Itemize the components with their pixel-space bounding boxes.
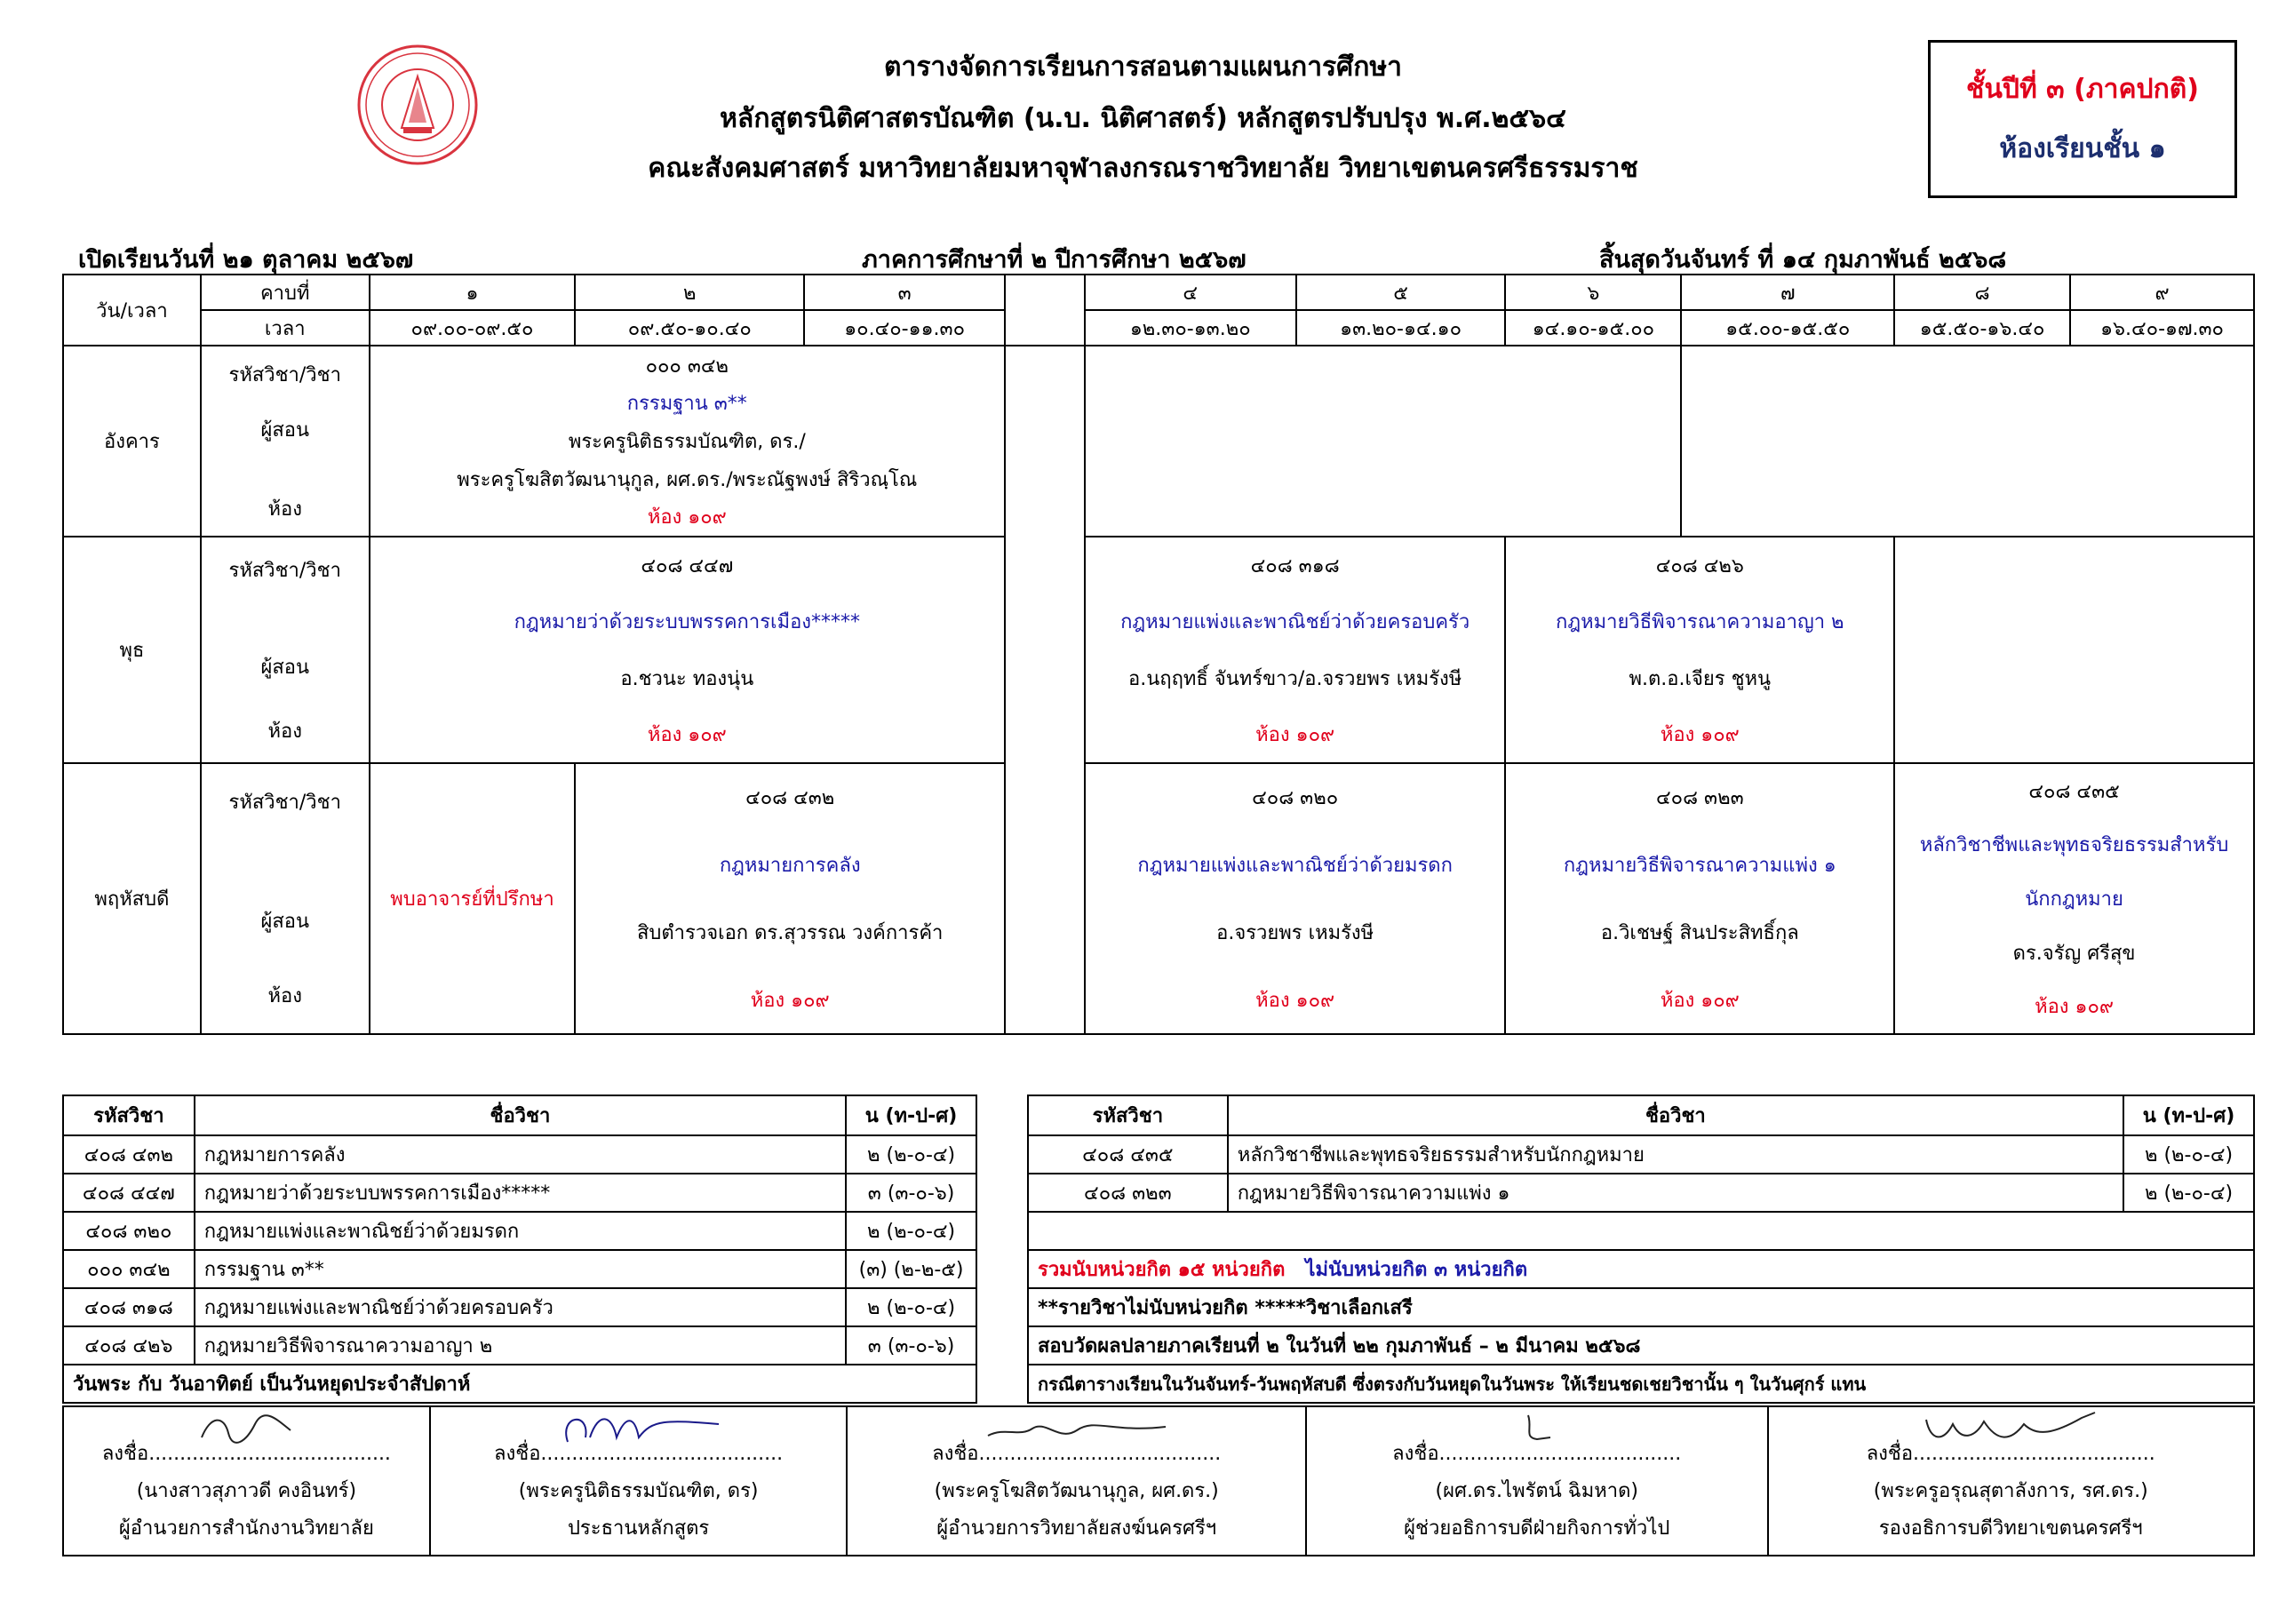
teacher: สิบตำรวจเอก ดร.สุวรรณ วงค์การค้า bbox=[636, 921, 944, 944]
empty-slot bbox=[1085, 346, 1682, 537]
day-tuesday: อังคาร bbox=[63, 346, 201, 537]
signer-position: รองอธิการบดีวิทยาเขตนครศรีฯ bbox=[1878, 1517, 2143, 1540]
course-name: หลักวิชาชีพและพุทธจริยธรรมสำหรับนักกฎหมาย bbox=[1228, 1135, 2123, 1174]
empty-slot bbox=[1681, 346, 2254, 537]
col-code: รหัสวิชา bbox=[63, 1095, 195, 1135]
room: ห้อง ๑๐๙ bbox=[647, 506, 727, 529]
course-code: ๔๐๘ ๔๔๗ bbox=[641, 555, 734, 578]
row-label-room: ห้อง bbox=[267, 985, 302, 1008]
course-code: ๔๐๘ ๔๓๒ bbox=[745, 787, 835, 810]
col-name: ชื่อวิชา bbox=[195, 1095, 846, 1135]
time-3: ๑๐.๔๐-๑๑.๓๐ bbox=[804, 310, 1005, 346]
teacher: อ.นฤฤทธิ์ จันทร์ขาว/อ.จรวยพร เหมรังษี bbox=[1128, 667, 1462, 690]
blank-row bbox=[1028, 1212, 2254, 1250]
period-1: ๑ bbox=[370, 275, 576, 310]
course-title: กฎหมายวิธีพิจารณาความอาญา ๒ bbox=[1556, 611, 1844, 634]
session-thu-2 bbox=[1085, 763, 1506, 1034]
session-thu-4 bbox=[1894, 763, 2254, 1034]
table-row bbox=[1028, 1174, 2254, 1212]
table-row bbox=[1028, 1135, 2254, 1174]
course-title-cont: นักกฎหมาย bbox=[2025, 888, 2123, 911]
period-3: ๓ bbox=[804, 275, 1005, 310]
teacher: พระครูโฆสิตวัฒนานุกูล, ผศ.ดร./พระณัฐพงษ์ สิริวณฺโณ bbox=[457, 468, 918, 491]
period-2: ๒ bbox=[575, 275, 804, 310]
session-thu-1 bbox=[575, 763, 1005, 1034]
empty-slot bbox=[1894, 537, 2254, 763]
time-8: ๑๕.๕๐-๑๖.๔๐ bbox=[1894, 310, 2070, 346]
signer-name: (นางสาวสุภาวดี คงอินทร์) bbox=[136, 1480, 357, 1502]
row-labels-tuesday bbox=[201, 346, 370, 537]
room: ห้อง ๑๐๙ bbox=[1660, 989, 1740, 1012]
classroom-level: ห้องเรียนชั้น ๑ bbox=[1999, 133, 2166, 164]
course-code: ๔๐๘ ๔๒๖ bbox=[63, 1326, 195, 1365]
col-code: รหัสวิชา bbox=[1028, 1095, 1228, 1135]
signer-name: (ผศ.ดร.ไพรัตน์ ฉิมหาด) bbox=[1435, 1480, 1638, 1502]
title-line-3: คณะสังคมศาสตร์ มหาวิทยาลัยมหาจุฬาลงกรณราชวิทยาลัย วิทยาเขตนครศรีธรรมราช bbox=[648, 153, 1638, 184]
course-code: ๔๐๘ ๔๔๗ bbox=[63, 1174, 195, 1212]
period-label: คาบที่ bbox=[201, 275, 370, 310]
col-name: ชื่อวิชา bbox=[1228, 1095, 2123, 1135]
session-thu-3 bbox=[1505, 763, 1894, 1034]
course-code: ๔๐๘ ๓๒๐ bbox=[1252, 787, 1339, 810]
table-row bbox=[63, 1250, 976, 1288]
signature-line: ลงชื่อ....................................... bbox=[494, 1443, 784, 1465]
signature-line: ลงชื่อ....................................... bbox=[932, 1443, 1222, 1465]
signer-position: ประธานหลักสูตร bbox=[567, 1517, 710, 1540]
course-credit: ๓ (๓-๐-๖) bbox=[846, 1174, 976, 1212]
time-7: ๑๕.๐๐-๑๕.๕๐ bbox=[1681, 310, 1894, 346]
period-5: ๕ bbox=[1296, 275, 1506, 310]
time-9: ๑๖.๔๐-๑๗.๓๐ bbox=[2070, 310, 2254, 346]
open-date: เปิดเรียนวันที่ ๒๑ ตุลาคม ๒๕๖๗ bbox=[78, 246, 414, 274]
course-title: กฎหมายว่าด้วยระบบพรรคการเมือง***** bbox=[514, 611, 861, 634]
title-line-2: หลักสูตรนิติศาสตรบัณฑิต (น.บ. นิติศาสตร์) หลักสูตรปรับปรุง พ.ศ.๒๕๖๔ bbox=[720, 103, 1566, 134]
course-code: ๔๐๘ ๓๒๓ bbox=[1656, 787, 1744, 810]
year-level: ชั้นปีที่ ๓ (ภาคปกติ) bbox=[1966, 74, 2199, 105]
row-label-teacher: ผู้สอน bbox=[260, 656, 310, 679]
course-title: หลักวิชาชีพและพุทธจริยธรรมสำหรับ bbox=[1919, 834, 2229, 857]
course-code: ๔๐๘ ๔๓๕ bbox=[1028, 1135, 1228, 1174]
table-row bbox=[63, 1288, 976, 1326]
signature-line: ลงชื่อ....................................... bbox=[1866, 1443, 2155, 1465]
session-wed-2 bbox=[1085, 537, 1506, 763]
row-label-code: รหัสวิชา/วิชา bbox=[228, 363, 341, 386]
room: ห้อง ๑๐๙ bbox=[750, 989, 830, 1012]
teacher: อ.ชวนะ ทองนุ่น bbox=[620, 667, 754, 690]
signature-line: ลงชื่อ....................................... bbox=[1392, 1443, 1682, 1465]
course-name: กรรมฐาน ๓** bbox=[195, 1250, 846, 1288]
credit-total bbox=[1028, 1250, 2254, 1288]
signature-block bbox=[1306, 1406, 1768, 1556]
signature-line: ลงชื่อ....................................... bbox=[101, 1443, 391, 1465]
course-code: ๔๐๘ ๓๑๘ bbox=[63, 1288, 195, 1326]
period-7: ๗ bbox=[1681, 275, 1894, 310]
col-credit: น (ท-ป-ศ) bbox=[2123, 1095, 2254, 1135]
title-line-1: ตารางจัดการเรียนการสอนตามแผนการศึกษา bbox=[883, 52, 1402, 83]
course-code: ๔๐๘ ๔๓๒ bbox=[63, 1135, 195, 1174]
course-name: กฎหมายแพ่งและพาณิชย์ว่าด้วยมรดก bbox=[195, 1212, 846, 1250]
row-label-teacher: ผู้สอน bbox=[260, 418, 310, 442]
day-time-header: วัน/เวลา bbox=[63, 275, 201, 346]
row-label-room: ห้อง bbox=[267, 498, 302, 521]
table-row bbox=[63, 1135, 976, 1174]
class-level-box bbox=[1928, 40, 2237, 198]
course-credit: (๓) (๒-๒-๕) bbox=[846, 1250, 976, 1288]
day-thursday: พฤหัสบดี bbox=[63, 763, 201, 1034]
teacher: พระครูนิติธรรมบัณฑิต, ดร./ bbox=[568, 430, 806, 453]
lunch-gap bbox=[1005, 275, 1085, 346]
teacher: อ.วิเชษฐ์ สินประสิทธิ์กุล bbox=[1600, 921, 1799, 944]
course-title: กฎหมายแพ่งและพาณิชย์ว่าด้วยครอบครัว bbox=[1120, 611, 1470, 634]
course-list-right bbox=[1027, 1095, 2255, 1404]
course-code: ๔๐๘ ๔๓๕ bbox=[2028, 780, 2120, 803]
course-credit: ๓ (๓-๐-๖) bbox=[846, 1326, 976, 1365]
course-name: กฎหมายการคลัง bbox=[195, 1135, 846, 1174]
course-title: กฎหมายวิธีพิจารณาความแพ่ง ๑ bbox=[1563, 855, 1836, 878]
time-6: ๑๔.๑๐-๑๕.๐๐ bbox=[1505, 310, 1681, 346]
room: ห้อง ๑๐๙ bbox=[647, 723, 727, 746]
row-labels-wednesday bbox=[201, 537, 370, 763]
time-5: ๑๓.๒๐-๑๔.๑๐ bbox=[1296, 310, 1506, 346]
row-labels-thursday bbox=[201, 763, 370, 1034]
period-8: ๘ bbox=[1894, 275, 2070, 310]
course-credit: ๒ (๒-๐-๔) bbox=[2123, 1135, 2254, 1174]
room: ห้อง ๑๐๙ bbox=[1255, 989, 1335, 1012]
non-credits: ไม่นับหน่วยกิต ๓ หน่วยกิต bbox=[1305, 1259, 1528, 1281]
row-label-code: รหัสวิชา/วิชา bbox=[228, 559, 341, 582]
end-date: สิ้นสุดวันจันทร์ ที่ ๑๔ กุมภาพันธ์ ๒๕๖๘ bbox=[1599, 246, 2007, 274]
period-9: ๙ bbox=[2070, 275, 2254, 310]
session-tue-meditation bbox=[370, 346, 1005, 537]
row-label-room: ห้อง bbox=[267, 720, 302, 743]
room: ห้อง ๑๐๙ bbox=[1255, 723, 1335, 746]
course-code: ๐๐๐ ๓๔๒ bbox=[63, 1250, 195, 1288]
semester: ภาคการศึกษาที่ ๒ ปีการศึกษา ๒๕๖๗ bbox=[862, 246, 1247, 274]
exam-note: สอบวัดผลปลายภาคเรียนที่ ๒ ในวันที่ ๒๒ กุมภาพันธ์ – ๒ มีนาคม ๒๕๖๘ bbox=[1028, 1326, 2254, 1365]
signer-position: ผู้อำนวยการสำนักงานวิทยาลัย bbox=[118, 1517, 374, 1540]
room: ห้อง ๑๐๙ bbox=[2035, 996, 2115, 1019]
signature-block bbox=[1768, 1406, 2255, 1556]
session-wed-1 bbox=[370, 537, 1005, 763]
schedule-table bbox=[62, 274, 2255, 1035]
signature-block bbox=[847, 1406, 1306, 1556]
time-label: เวลา bbox=[201, 310, 370, 346]
signature-block bbox=[430, 1406, 848, 1556]
signer-position: ผู้อำนวยการวิทยาลัยสงฆ์นครศรีฯ bbox=[936, 1517, 1217, 1540]
makeup-note: กรณีตารางเรียนในวันจันทร์-วันพฤหัสบดี ซึ่งตรงกับวันหยุดในวันพระ ให้เรียนชดเชยวิชานั้น ๆ ในวันศุกร์ แทน bbox=[1028, 1365, 2254, 1403]
table-row bbox=[63, 1212, 976, 1250]
row-label-code: รหัสวิชา/วิชา bbox=[228, 791, 341, 814]
period-6: ๖ bbox=[1505, 275, 1681, 310]
advisor-meeting bbox=[370, 763, 576, 1034]
teacher: พ.ต.อ.เจียร ชูหนู bbox=[1629, 667, 1772, 690]
signer-position: ผู้ช่วยอธิการบดีฝ่ายกิจการทั่วไป bbox=[1404, 1517, 1670, 1540]
course-code: ๔๐๘ ๓๒๓ bbox=[1028, 1174, 1228, 1212]
signer-name: (พระครูโฆสิตวัฒนานุกูล, ผศ.ดร.) bbox=[934, 1480, 1219, 1502]
signature-table bbox=[62, 1405, 2255, 1556]
advisor-text: พบอาจารย์ที่ปรึกษา bbox=[390, 888, 554, 911]
time-4: ๑๒.๓๐-๑๓.๒๐ bbox=[1085, 310, 1296, 346]
course-credit: ๒ (๒-๐-๔) bbox=[2123, 1174, 2254, 1212]
course-code: ๔๐๘ ๓๑๘ bbox=[1250, 555, 1340, 578]
time-2: ๐๙.๕๐-๑๐.๔๐ bbox=[575, 310, 804, 346]
col-credit: น (ท-ป-ศ) bbox=[846, 1095, 976, 1135]
lunch-column bbox=[1005, 346, 1085, 1034]
course-name: กฎหมายแพ่งและพาณิชย์ว่าด้วยครอบครัว bbox=[195, 1288, 846, 1326]
table-row bbox=[63, 1326, 976, 1365]
course-credit: ๒ (๒-๐-๔) bbox=[846, 1135, 976, 1174]
period-4: ๔ bbox=[1085, 275, 1296, 310]
course-list-left bbox=[62, 1095, 977, 1404]
course-title: กฎหมายการคลัง bbox=[719, 855, 861, 878]
teacher: อ.จรวยพร เหมรังษี bbox=[1216, 921, 1374, 944]
course-title: กรรมฐาน ๓** bbox=[626, 393, 747, 416]
course-name: กฎหมายวิธีพิจารณาความอาญา ๒ bbox=[195, 1326, 846, 1365]
session-wed-3 bbox=[1505, 537, 1894, 763]
signer-name: (พระครูอรุณสุตาลังการ, รศ.ดร.) bbox=[1873, 1480, 2148, 1502]
course-code: ๔๐๘ ๓๒๐ bbox=[63, 1212, 195, 1250]
course-code: ๔๐๘ ๔๒๖ bbox=[1655, 555, 1744, 578]
course-code: ๐๐๐ ๓๔๒ bbox=[645, 354, 729, 378]
room: ห้อง ๑๐๙ bbox=[1660, 723, 1740, 746]
table-row bbox=[63, 1174, 976, 1212]
footnote-legend: **รายวิชาไม่นับหน่วยกิต *****วิชาเลือกเสรี bbox=[1028, 1288, 2254, 1326]
course-title: กฎหมายแพ่งและพาณิชย์ว่าด้วยมรดก bbox=[1137, 855, 1453, 878]
course-name: กฎหมายว่าด้วยระบบพรรคการเมือง***** bbox=[195, 1174, 846, 1212]
time-1: ๐๙.๐๐-๐๙.๕๐ bbox=[370, 310, 576, 346]
course-credit: ๒ (๒-๐-๔) bbox=[846, 1212, 976, 1250]
day-wednesday: พุธ bbox=[63, 537, 201, 763]
course-name: กฎหมายวิธีพิจารณาความแพ่ง ๑ bbox=[1228, 1174, 2123, 1212]
signer-name: (พระครูนิติธรรมบัณฑิต, ดร) bbox=[518, 1480, 759, 1502]
teacher: ดร.จรัญ ศรีสุข bbox=[2012, 942, 2136, 965]
signature-block bbox=[63, 1406, 430, 1556]
holiday-note: วันพระ กับ วันอาทิตย์ เป็นวันหยุดประจำสัปดาห์ bbox=[63, 1365, 976, 1403]
row-label-teacher: ผู้สอน bbox=[260, 910, 310, 933]
course-credit: ๒ (๒-๐-๔) bbox=[846, 1288, 976, 1326]
total-credits: รวมนับหน่วยกิต ๑๕ หน่วยกิต bbox=[1038, 1259, 1286, 1281]
